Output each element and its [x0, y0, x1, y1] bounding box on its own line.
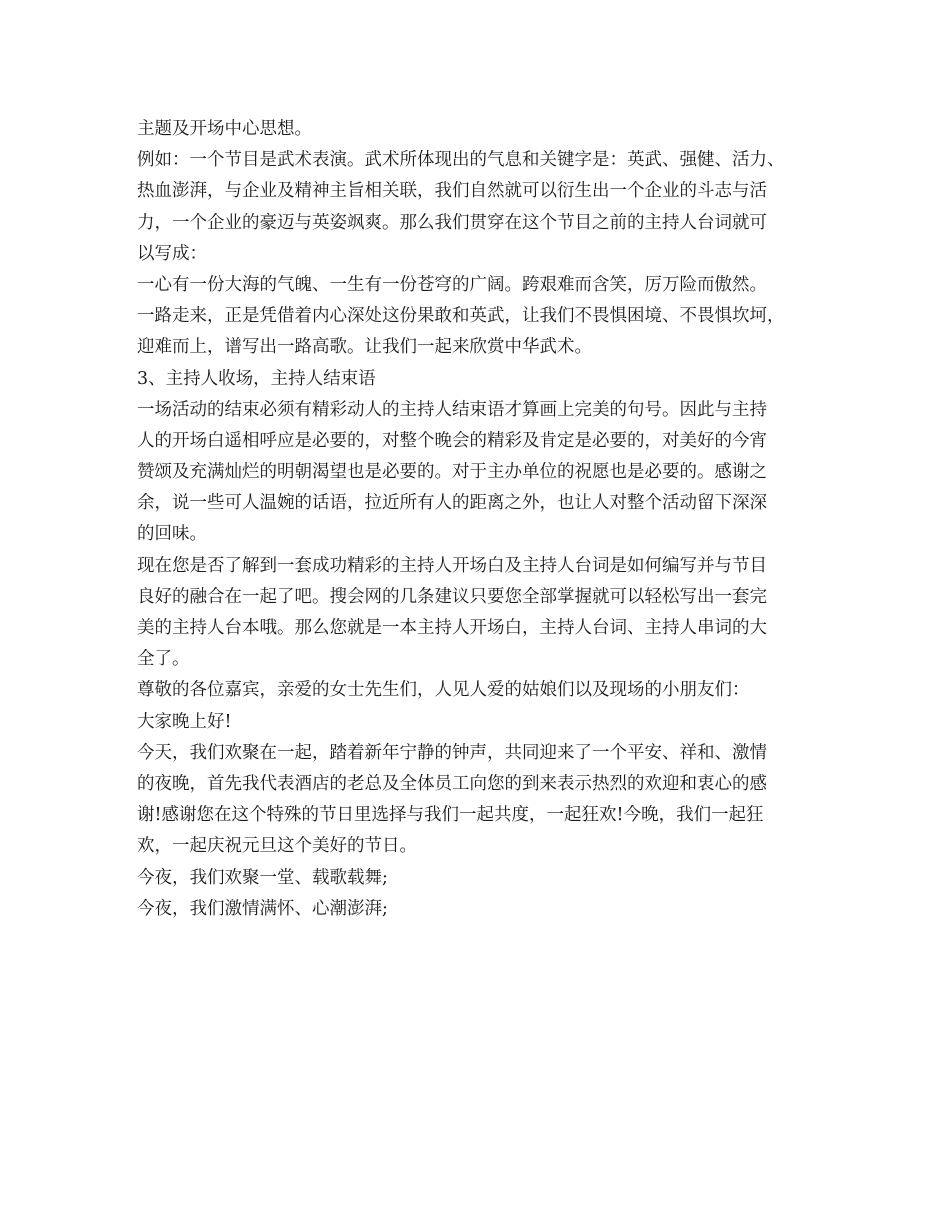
text-line: 余，说一些可人温婉的话语，拉近所有人的距离之外，也让人对整个活动留下深深 — [137, 493, 767, 514]
section-heading: 3、主持人收场，主持人结束语 — [137, 368, 376, 389]
text-line: 欢，一起庆祝元旦这个美好的节日。 — [137, 836, 417, 857]
text-line: 迎难而上，谱写出一路高歌。让我们一起来欣赏中华武术。 — [137, 337, 592, 358]
text-line: 一场活动的结束必须有精彩动人的主持人结束语才算画上完美的句号。因此与主持 — [137, 399, 767, 420]
text-line: 力，一个企业的豪迈与英姿飒爽。那么我们贯穿在这个节目之前的主持人台词就可 — [137, 212, 767, 233]
text-line: 热血澎湃，与企业及精神主旨相关联，我们自然就可以衍生出一个企业的斗志与活 — [137, 181, 767, 202]
document-body — [137, 114, 837, 925]
text-line: 今夜，我们激情满怀、心潮澎湃; — [137, 898, 388, 919]
text-line: 以写成： — [137, 243, 207, 264]
text-line: 大家晚上好! — [137, 711, 232, 732]
text-line: 的回味。 — [137, 524, 207, 545]
text-line: 人的开场白遥相呼应是必要的，对整个晚会的精彩及肯定是必要的，对美好的今宵 — [137, 430, 767, 451]
text-line: 主题及开场中心思想。 — [137, 119, 312, 139]
text-line: 现在您是否了解到一套成功精彩的主持人开场白及主持人台词是如何编写并与节目 — [137, 555, 767, 576]
text-line: 今夜，我们欢聚一堂、载歌载舞; — [137, 867, 388, 888]
text-line: 美的主持人台本哦。那么您就是一本主持人开场白，主持人台词、主持人串词的大 — [137, 618, 767, 638]
text-line: 良好的融合在一起了吧。搜会网的几条建议只要您全部掌握就可以轻松写出一套完 — [137, 586, 767, 607]
text-line: 赞颂及充满灿烂的明朝渴望也是必要的。对于主办单位的祝愿也是必要的。感谢之 — [137, 462, 767, 483]
text-line: 全了。 — [137, 649, 190, 670]
text-line: 的夜晚，首先我代表酒店的老总及全体员工向您的到来表示热烈的欢迎和衷心的感 — [137, 773, 767, 794]
text-line: 一路走来，正是凭借着内心深处这份果敢和英武，让我们不畏惧困境、不畏惧坎坷， — [137, 306, 785, 327]
text-line: 例如：一个节目是武术表演。武术所体现出的气息和关键字是：英武、强健、活力、 — [137, 150, 785, 171]
text-line: 谢!感谢您在这个特殊的节日里选择与我们一起共度，一起狂欢!今晚，我们一起狂 — [137, 805, 764, 826]
text-line: 一心有一份大海的气魄、一生有一份苍穹的广阔。跨艰难而含笑，厉万险而傲然。 — [137, 274, 767, 295]
text-line: 今天，我们欢聚在一起，踏着新年宁静的钟声，共同迎来了一个平安、祥和、激情 — [137, 742, 767, 763]
text-line: 尊敬的各位嘉宾，亲爱的女士先生们，人见人爱的姑娘们以及现场的小朋友们： — [137, 680, 750, 701]
